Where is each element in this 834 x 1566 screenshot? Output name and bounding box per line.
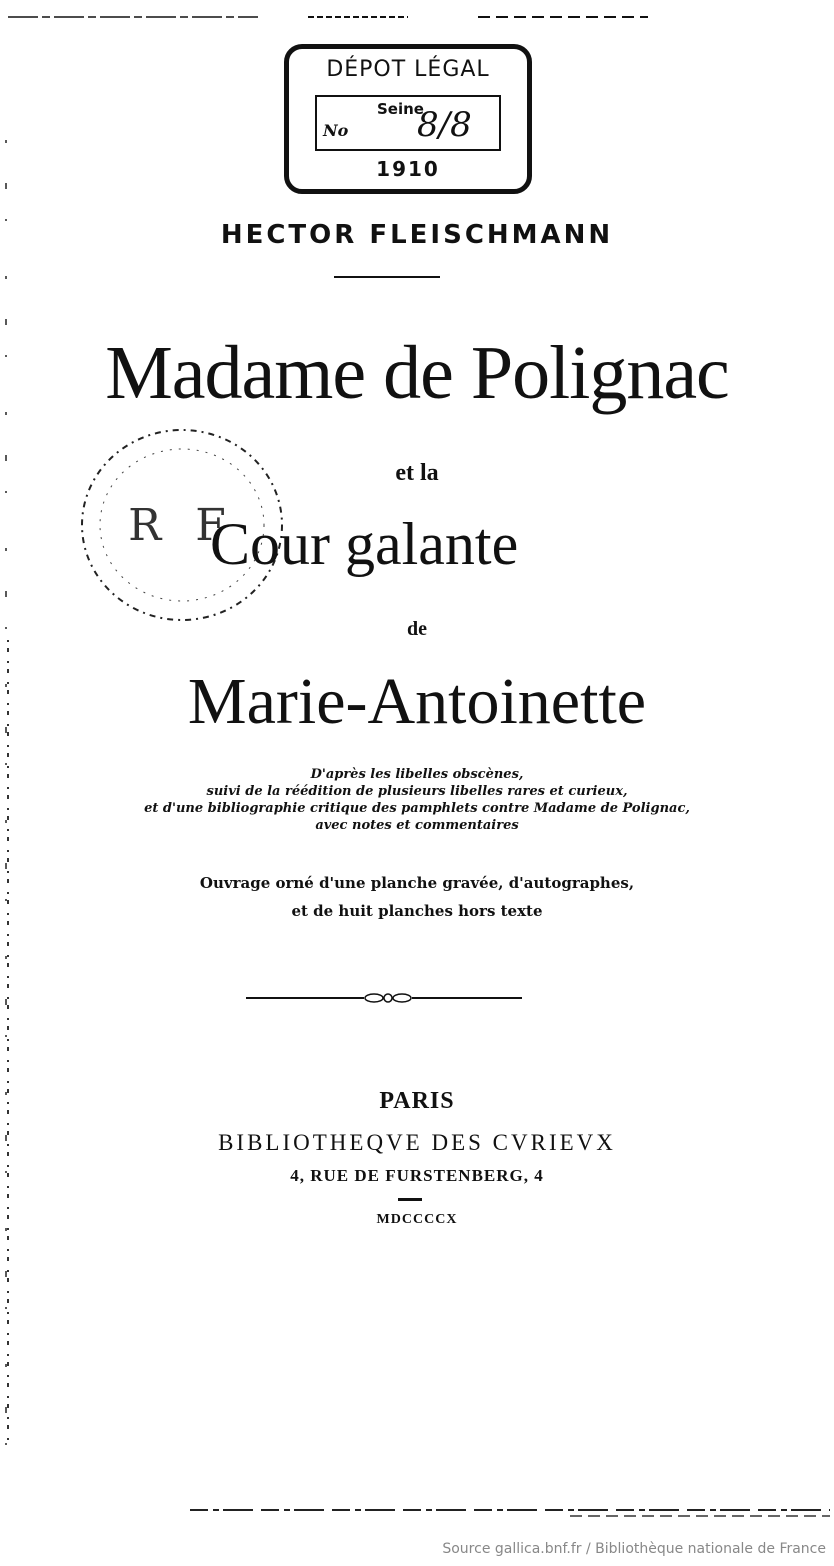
author: HECTOR FLEISCHMANN (220, 220, 614, 250)
title-connector-et-la: et la (395, 460, 439, 486)
publisher-name: BIBLIOTHEQVE DES CVRIEVX (218, 1130, 616, 1155)
depot-legal-stamp (284, 44, 532, 194)
description-line: Ouvrage orné d'une planche gravée, d'autographes, (199, 874, 635, 892)
publication-year: MDCCCCX (376, 1212, 458, 1227)
divider (398, 1198, 422, 1201)
publisher-address: 4, RUE DE FURSTENBERG, 4 (290, 1166, 544, 1185)
stamp-number-box (315, 95, 501, 151)
source-credit[interactable]: Source gallica.bnf.fr / Bibliothèque nationale de France (442, 1541, 826, 1557)
subtitle-line: et d'une bibliographie critique des pamphlets contre Madame de Polignac, (144, 801, 690, 816)
library-stamp-text: R F (128, 500, 236, 551)
subtitle-line: avec notes et commentaires (315, 818, 519, 833)
divider (334, 276, 440, 278)
title-line-1: Madame de Polignac (105, 331, 729, 415)
stamp-department: Seine (377, 100, 424, 118)
title-connector-de: de (407, 618, 427, 640)
stamp-number: 8/8 (417, 105, 472, 145)
stamp-year: 1910 (376, 157, 440, 181)
scan-noise-top (8, 14, 708, 20)
title-line-2: Cour galante (210, 511, 519, 577)
publisher-city: PARIS (379, 1088, 455, 1114)
description-line: et de huit planches hors texte (291, 902, 543, 920)
ornament-divider (246, 988, 522, 1008)
scan-noise-bottom (190, 1505, 830, 1519)
subtitle-line: D'après les libelles obscènes, (310, 767, 524, 782)
subtitle-line: suivi de la réédition de plusieurs libelles rares et curieux, (206, 784, 628, 799)
title-line-3: Marie-Antoinette (187, 665, 647, 738)
stamp-number-label: No (323, 121, 349, 140)
stamp-title: DÉPOT LÉGAL (326, 57, 490, 82)
